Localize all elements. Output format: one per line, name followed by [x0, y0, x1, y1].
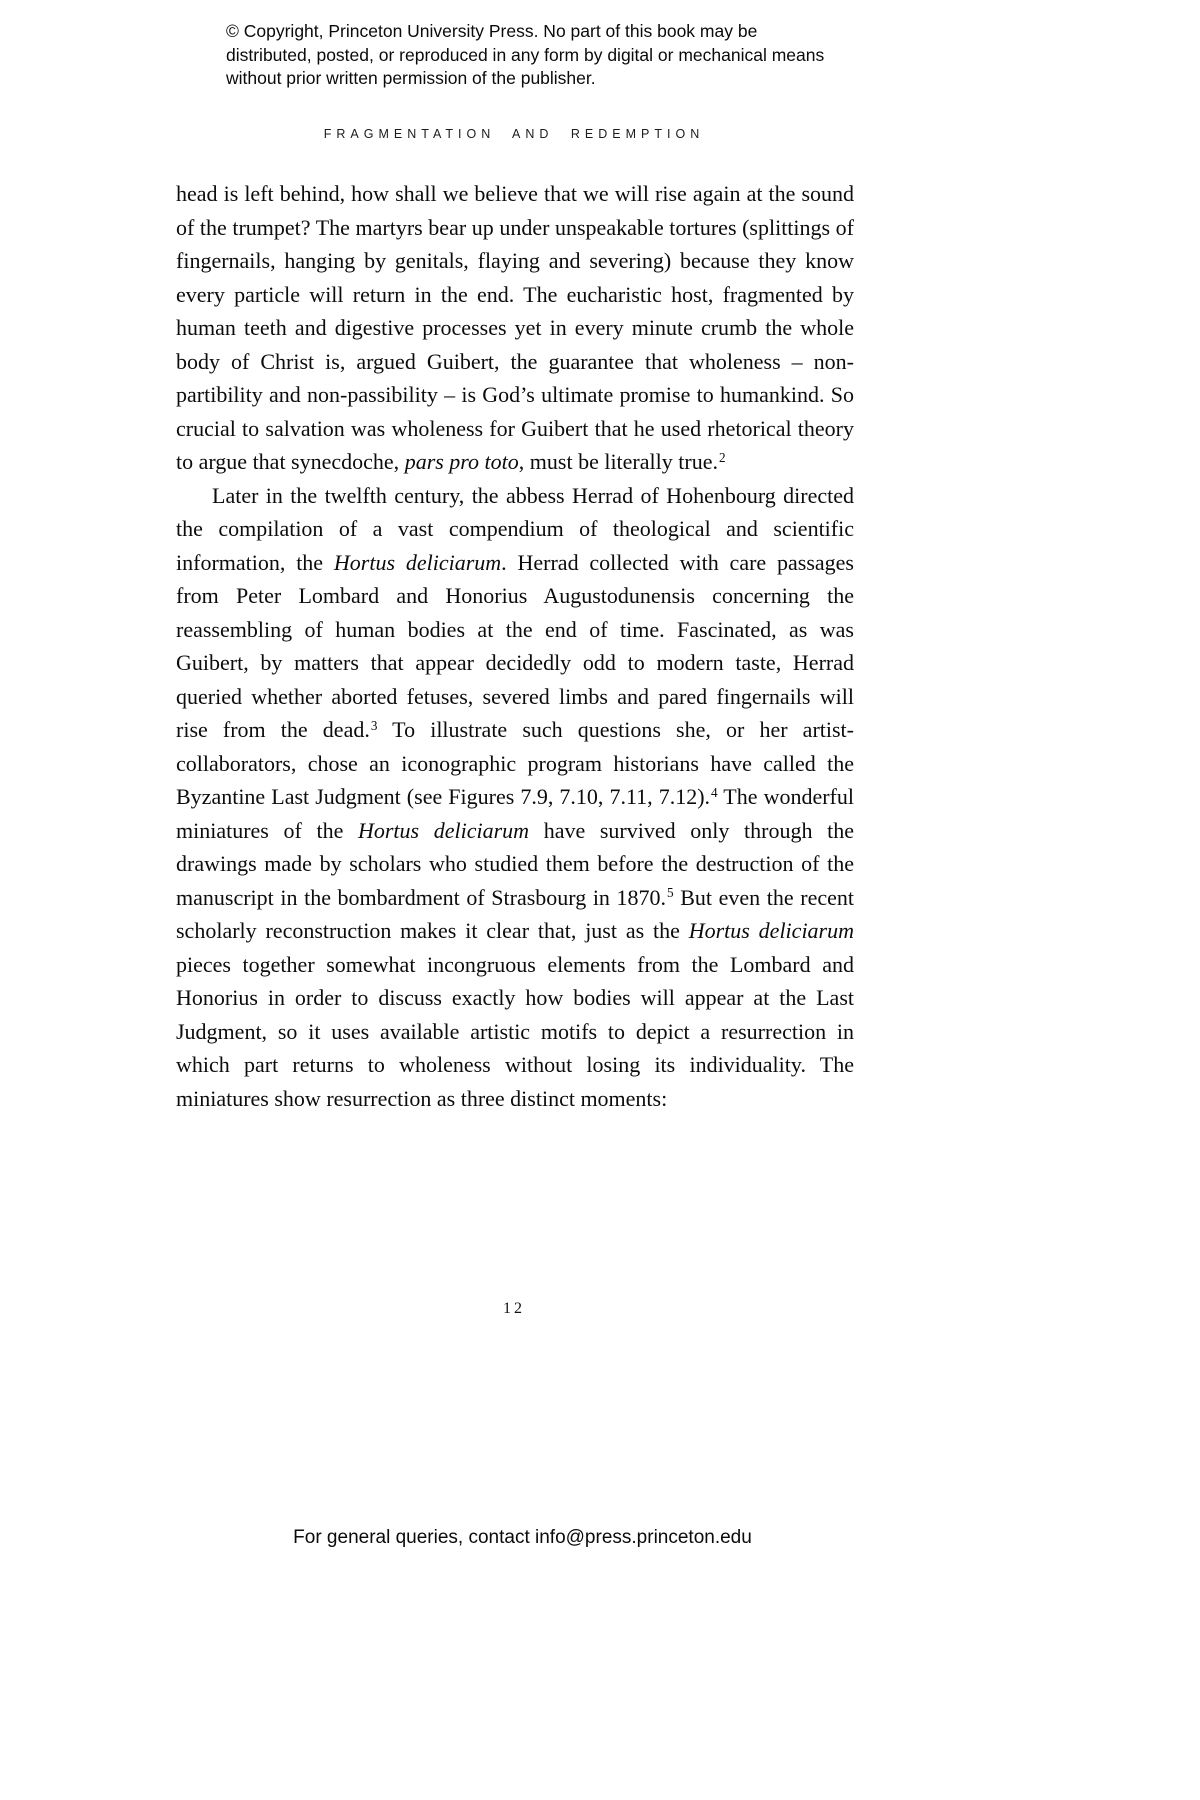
- text-run: The wonderful miniatures of the: [176, 784, 854, 843]
- footnote-ref: 4: [711, 784, 718, 800]
- italic-run: Hortus deliciarum: [688, 918, 854, 943]
- text-run: To illustrate such questions she, or her artist-collaborators, chose an iconographic program historians have called the Byzantine Last Judgment (see Figures 7.9, 7.10, 7.11, 7.12).: [176, 717, 854, 809]
- text-run: , must be literally true.: [518, 449, 718, 474]
- text-run: . Herrad collected with care passages from Peter Lombard and Honorius Augustodunensis concerning the reassembling of human bodies at the end of time. Fascinated, as was Guibert, by matters that appear decidedly odd to modern taste, Herrad queried whether aborted fetuses, severed limbs and pared fingernails will rise from the dead.: [176, 549, 854, 742]
- text-run: pieces together somewhat incongruous elements from the Lombard and Honorius in order to discuss exactly how bodies will appear at the Last Judgment, so it uses available artistic motifs to depict a resurrection in which part returns to wholeness without losing its individuality. The miniatures show resurrection as three distinct moments:: [176, 951, 854, 1111]
- text-run: have survived only through the drawings made by scholars who studied them before the destruction of the manuscript in the bombardment of Strasbourg in 1870.: [176, 817, 854, 910]
- footnote-ref: 2: [718, 449, 726, 465]
- text-run: Later in the twelfth century, the abbess Herrad of Hohenbourg directed the compilation of a vast compendium of theological and scientific information, the: [176, 482, 854, 575]
- running-header: FRAGMENTATION AND REDEMPTION: [323, 127, 705, 141]
- footnote-ref: 5: [667, 885, 674, 901]
- text-run: head is left behind, how shall we believe that we will rise again at the sound of the trumpet? The martyrs bear up under unspeakable tortures (splittings of fingernails, hanging by genitals, flaying and severing) because they know every particle will return in the end. The eucharistic host, fragmented by human teeth and digestive processes yet in every minute crumb the whole body of Christ is, argued Guibert, the guarantee that wholeness – non-partibility and non-passibility – is God’s ultimate promise to humankind. So crucial to salvation was wholeness for Guibert that he used rhetorical theory to argue that synecdoche,: [176, 181, 854, 474]
- italic-run: Hortus deliciarum: [357, 817, 530, 843]
- footer-email: info@press.princeton.edu: [535, 1527, 752, 1548]
- body-text: [176, 177, 854, 1115]
- italic-run: pars pro toto: [404, 449, 519, 474]
- footer-query-line: [0, 1527, 1045, 1549]
- text-run: But even the recent scholarly reconstruction makes it clear that, just as the: [176, 884, 854, 943]
- footer-text: For general queries, contact: [293, 1527, 536, 1548]
- paragraph-1: [176, 177, 854, 479]
- paragraph-2: [176, 479, 854, 1116]
- copyright-notice: © Copyright, Princeton University Press. No part of this book may be distributed, posted, or reproduced in any form by digital or mechanical means without prior written permission of the publisher.: [226, 21, 825, 88]
- page-number: 12: [503, 1300, 525, 1317]
- italic-run: Hortus deliciarum: [333, 549, 502, 575]
- footnote-ref: 3: [370, 717, 378, 733]
